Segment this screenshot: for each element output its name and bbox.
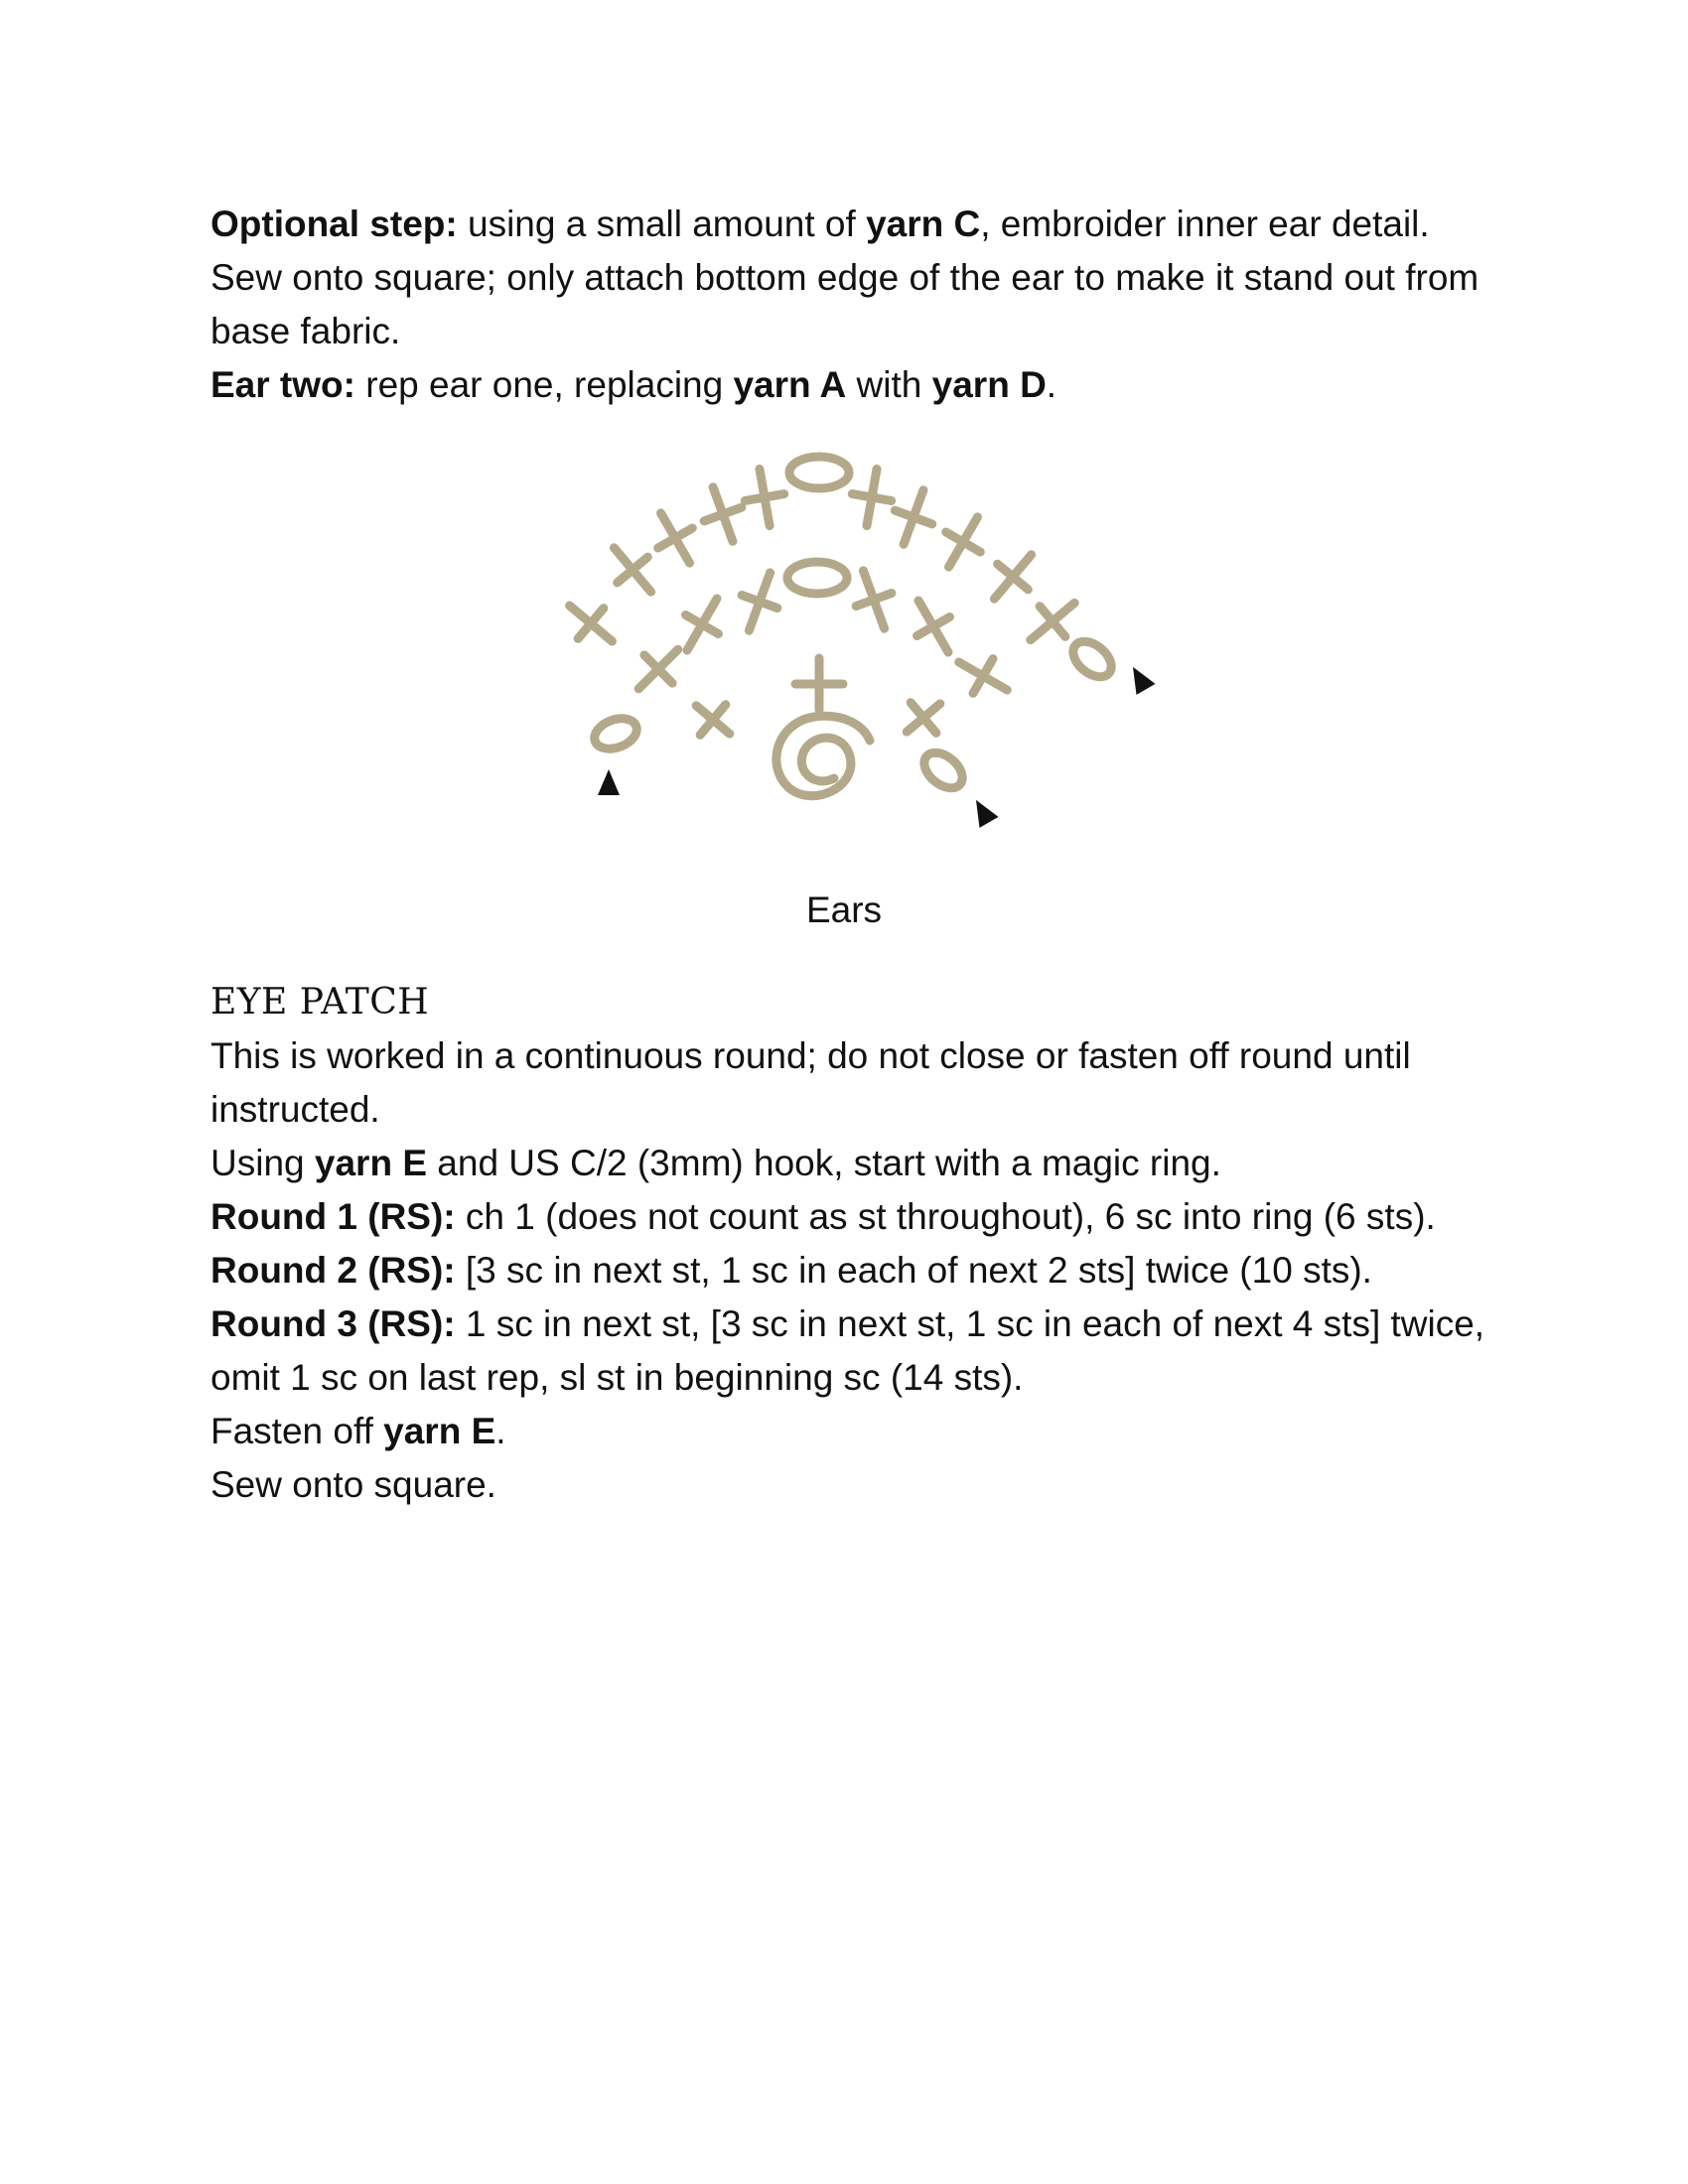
sc-stitch-symbol — [795, 658, 843, 710]
stitch-crossbar — [856, 594, 892, 607]
ch-stitch-symbol — [787, 562, 847, 594]
setup-text-1: Using — [211, 1143, 315, 1183]
yarn-e-label: yarn E — [314, 1143, 428, 1183]
sc-stitch-symbol — [907, 703, 940, 734]
sc-stitch-symbol — [852, 469, 891, 525]
sc-stitch-symbol — [570, 606, 613, 641]
sc-stitch-symbol — [614, 548, 650, 592]
ears-crochet-chart — [516, 443, 1192, 860]
start-marker — [1123, 661, 1155, 695]
sc-stitch-symbol — [994, 555, 1031, 599]
ear-two-text-2: with — [846, 364, 932, 405]
sc-stitch-symbol — [638, 649, 678, 689]
intro-section — [211, 198, 1501, 412]
stitch-crossbar — [742, 596, 777, 609]
yarn-d-label: yarn D — [931, 364, 1047, 405]
stitch-crossbar — [895, 510, 932, 524]
setup-text-2: and US C/2 (3mm) hook, start with a magic ring. — [427, 1143, 1221, 1183]
sc-stitch-symbol — [1031, 603, 1074, 639]
yarn-a-label: yarn A — [733, 364, 847, 405]
optional-step-paragraph — [211, 198, 1501, 358]
start-marker — [598, 769, 620, 795]
ear-two-label: Ear two: — [211, 364, 355, 405]
round-1-text: ch 1 (does not count as st throughout), 6 sc into ring (6 sts). — [455, 1196, 1436, 1237]
round-3-label: Round 3 (RS): — [211, 1303, 456, 1344]
continuous-round-note: This is worked in a continuous round; do not close or fasten off round until instructed. — [211, 1035, 1411, 1130]
round-2-instruction — [211, 1244, 1501, 1297]
ears-chart-svg — [516, 443, 1192, 860]
eye-patch-instructions — [211, 1029, 1501, 1512]
optional-step-label: Optional step: — [211, 204, 458, 244]
ear-two-paragraph — [211, 358, 1501, 412]
marker-triangle — [966, 794, 998, 828]
sc-stitch-symbol — [917, 601, 950, 652]
diagram-caption: Ears — [805, 889, 883, 930]
stitch-crossbar — [745, 494, 783, 501]
setup-line — [211, 1137, 1501, 1190]
sc-stitch-symbol — [895, 490, 932, 545]
ear-two-text-3: . — [1046, 364, 1057, 405]
ear-two-text-1: rep ear one, replacing — [354, 364, 734, 405]
round-3-text: 1 sc in next st, [3 sc in next st, 1 sc in each of next 4 sts] twice, omit 1 sc on last rep, sl st in beginning sc (14 sts). — [211, 1303, 1485, 1398]
fasten-yarn-label: yarn E — [383, 1411, 496, 1451]
sc-stitch-symbol — [856, 571, 892, 628]
optional-step-text-2: , embroider inner ear detail. Sew onto square; only attach bottom edge of the ear to make it stand out from base fabric. — [211, 204, 1479, 351]
fasten-off-text: Fasten off — [211, 1411, 384, 1451]
ch-stitch-symbol — [917, 746, 969, 795]
sc-stitch-symbol — [658, 513, 693, 563]
magic-ring-spiral — [776, 716, 870, 795]
round-2-text: [3 sc in next st, 1 sc in each of next 2 sts] twice (10 sts). — [455, 1250, 1372, 1291]
section-heading-eye-patch: EYE PATCH — [211, 982, 430, 1023]
sc-stitch-symbol — [686, 599, 719, 650]
sew-line: Sew onto square. — [211, 1464, 496, 1505]
ch-stitch-symbol — [789, 457, 849, 488]
start-marker — [966, 794, 998, 828]
sc-stitch-symbol — [959, 659, 1007, 694]
sc-stitch-symbol — [696, 705, 730, 736]
ch-stitch-symbol — [1066, 634, 1118, 684]
round-3-instruction — [211, 1297, 1501, 1405]
sc-stitch-symbol — [742, 573, 777, 630]
round-1-instruction — [211, 1190, 1501, 1244]
round-2-label: Round 2 (RS): — [211, 1250, 456, 1291]
stitch-crossbar — [704, 507, 742, 521]
fasten-off-period: . — [495, 1411, 506, 1451]
optional-step-text-1: using a small amount of — [457, 204, 867, 244]
sc-stitch-symbol — [704, 487, 742, 542]
ch-stitch-symbol — [591, 713, 641, 753]
fasten-off-line — [211, 1405, 1501, 1458]
stitch-crossbar — [852, 494, 891, 501]
round-1-label: Round 1 (RS): — [211, 1196, 456, 1237]
yarn-c-label: yarn C — [866, 204, 981, 244]
marker-triangle — [598, 769, 620, 795]
marker-triangle — [1123, 661, 1155, 695]
sc-stitch-symbol — [946, 517, 981, 567]
sc-stitch-symbol — [745, 469, 783, 525]
